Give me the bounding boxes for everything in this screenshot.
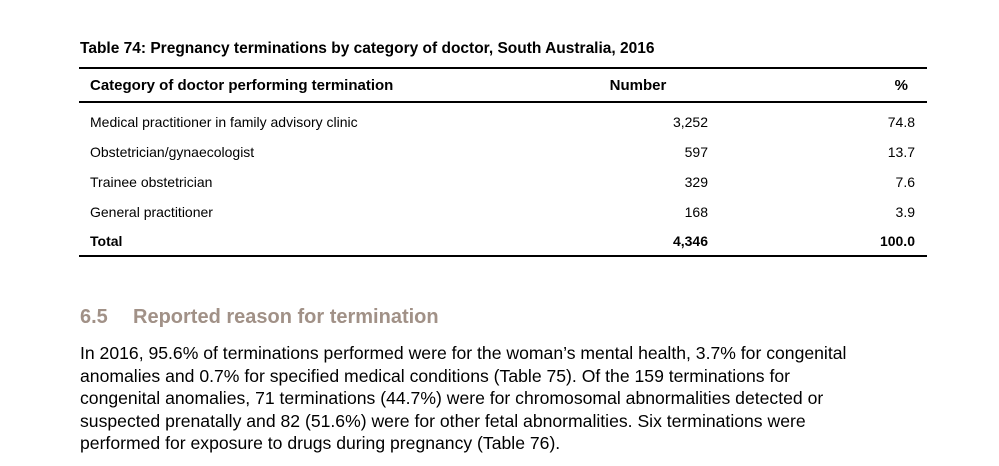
- section-number: 6.5: [80, 306, 108, 328]
- data-table: [79, 67, 927, 257]
- body-paragraph: [80, 342, 940, 455]
- cell-number: 329: [684, 174, 708, 190]
- table-total-row: [79, 227, 927, 256]
- cell-category: Medical practitioner in family advisory clinic: [90, 114, 358, 130]
- cell-category: Obstetrician/gynaecologist: [90, 144, 255, 160]
- total-percent: 100.0: [879, 233, 915, 249]
- cell-number: 168: [684, 204, 708, 220]
- paragraph-line: anomalies and 0.7% for specified medical conditions (Table 75). Of the 159 terminations for: [80, 365, 790, 386]
- cell-percent: 13.7: [887, 144, 915, 160]
- header-percent: %: [894, 76, 908, 94]
- header-category: Category of doctor performing termination: [90, 76, 394, 94]
- cell-percent: 3.9: [895, 204, 915, 220]
- cell-category: Trainee obstetrician: [90, 174, 213, 190]
- paragraph-line: In 2016, 95.6% of terminations performed were for the woman’s mental health, 3.7% for congenital: [80, 343, 847, 363]
- table-row: [79, 167, 927, 197]
- paragraph-line: congenital anomalies, 71 terminations (44.7%) were for chromosomal abnormalities detected or: [80, 388, 824, 408]
- total-number: 4,346: [672, 233, 708, 249]
- table-caption: Table 74: Pregnancy terminations by category of doctor, South Australia, 2016: [80, 40, 655, 57]
- table-row: [79, 102, 927, 137]
- table-header-row: [79, 68, 927, 102]
- cell-category: General practitioner: [90, 204, 213, 220]
- table-row: [79, 197, 927, 227]
- cell-number: 3,252: [672, 114, 708, 130]
- header-number: Number: [609, 76, 667, 94]
- cell-number: 597: [684, 144, 708, 160]
- table-row: [79, 137, 927, 167]
- paragraph-line: performed for exposure to drugs during pregnancy (Table 76).: [80, 433, 561, 453]
- cell-percent: 74.8: [887, 114, 915, 130]
- section-heading: [80, 306, 439, 329]
- paragraph-line: suspected prenatally and 82 (51.6%) were for other fetal abnormalities. Six terminations were: [80, 410, 806, 431]
- cell-percent: 7.6: [895, 174, 915, 190]
- total-label: Total: [90, 233, 123, 249]
- section-title: Reported reason for termination: [133, 306, 439, 328]
